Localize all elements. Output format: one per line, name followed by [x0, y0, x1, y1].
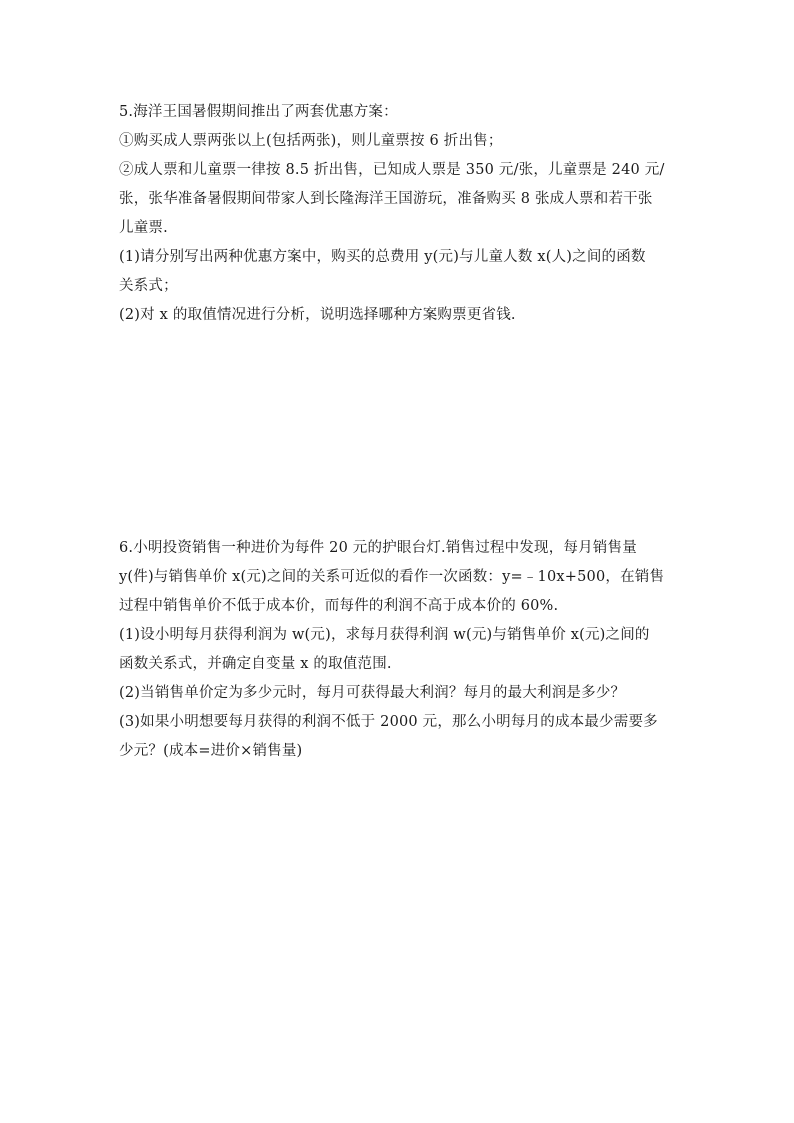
problem-5-question-1-line-2: 关系式； [119, 278, 178, 294]
problem-6 [119, 534, 694, 766]
problem-6-question-1-line-1: (1)设小明每月获得利润为 w(元)，求每月获得利润 w(元)与销售单价 x(元)之间的 [119, 627, 650, 643]
problem-6-question-2: (2)当销售单价定为多少元时，每月可获得最大利润？每月的最大利润是多少？ [119, 685, 626, 701]
problem-6-intro-line-1: 6.小明投资销售一种进价为每件 20 元的护眼台灯.销售过程中发现，每月销售量 [119, 540, 637, 556]
problem-5-plan-1: ①购买成人票两张以上(包括两张)，则儿童票按 6 折出售； [119, 133, 503, 149]
problem-5-plan-2-line-3: 儿童票. [119, 220, 168, 236]
problem-5-plan-2-line-1: ②成人票和儿童票一律按 8.5 折出售，已知成人票是 350 元/张，儿童票是 240 元/ [119, 162, 665, 178]
problem-5-plan-2-line-2: 张，张华准备暑假期间带家人到长隆海洋王国游玩，准备购买 8 张成人票和若干张 [119, 191, 653, 207]
problem-5-question-2: (2)对 x 的取值情况进行分析，说明选择哪种方案购票更省钱. [119, 307, 516, 323]
problem-6-question-3-line-1: (3)如果小明想要每月获得的利润不低于 2000 元，那么小明每月的成本最少需要多 [119, 714, 658, 730]
problem-5-question-1-line-1: (1)请分别写出两种优惠方案中，购买的总费用 y(元)与儿童人数 x(人)之间的函数 [119, 249, 646, 265]
problem-5 [119, 98, 694, 330]
problem-6-question-3-line-2: 少元？(成本=进价×销售量) [119, 743, 303, 759]
problem-6-question-1-line-2: 函数关系式，并确定自变量 x 的取值范围. [119, 656, 392, 672]
problem-5-title: 5.海洋王国暑假期间推出了两套优惠方案： [119, 104, 398, 120]
problem-6-intro-line-3: 过程中销售单价不低于成本价，而每件的利润不高于成本价的 60%. [119, 598, 559, 614]
problem-6-intro-line-2: y(件)与销售单价 x(元)之间的关系可近似的看作一次函数：y=﹣10x+500，在销售 [119, 569, 665, 585]
